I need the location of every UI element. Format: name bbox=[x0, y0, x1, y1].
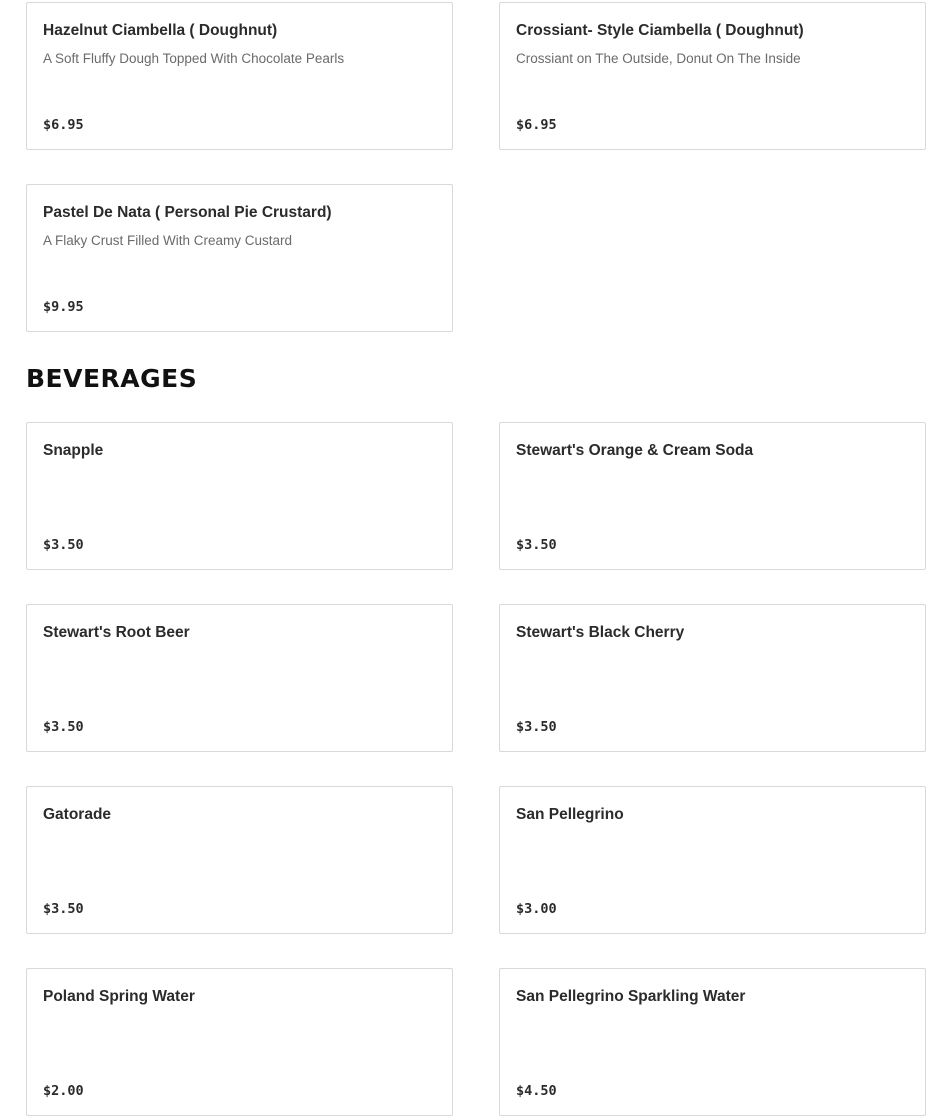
menu-item-name: Stewart's Root Beer bbox=[43, 624, 190, 641]
menu-item-card[interactable] bbox=[499, 604, 926, 752]
menu-item-card[interactable] bbox=[26, 422, 453, 570]
menu-item-card[interactable] bbox=[26, 786, 453, 934]
menu-item-description: Crossiant on The Outside, Donut On The Inside bbox=[516, 51, 801, 66]
menu-item-name: Snapple bbox=[43, 442, 104, 459]
menu-item-card[interactable] bbox=[499, 422, 926, 570]
menu-item-card[interactable] bbox=[499, 2, 926, 150]
menu-item-price: $3.50 bbox=[43, 719, 84, 735]
menu-item-name: Crossiant- Style Ciambella ( Doughnut) bbox=[516, 22, 804, 39]
menu-item-card[interactable] bbox=[26, 968, 453, 1116]
menu-item-name: Stewart's Orange & Cream Soda bbox=[516, 442, 754, 459]
menu-item-card[interactable] bbox=[26, 184, 453, 332]
menu-item-price: $3.50 bbox=[516, 719, 557, 735]
menu-item-name: Hazelnut Ciambella ( Doughnut) bbox=[43, 22, 278, 39]
menu-item-name: Poland Spring Water bbox=[43, 988, 195, 1005]
menu-item-description: A Flaky Crust Filled With Creamy Custard bbox=[43, 233, 293, 248]
menu-item-price: $3.00 bbox=[516, 901, 557, 917]
menu-item-name: Stewart's Black Cherry bbox=[516, 624, 685, 641]
menu-item-price: $6.95 bbox=[43, 117, 84, 133]
menu-item-card[interactable] bbox=[499, 786, 926, 934]
menu-item-price: $3.50 bbox=[516, 537, 557, 553]
menu-item-name: Gatorade bbox=[43, 806, 112, 823]
menu-item-description: A Soft Fluffy Dough Topped With Chocolate Pearls bbox=[43, 51, 345, 66]
menu-item-name: San Pellegrino bbox=[516, 806, 624, 823]
menu-item-price: $4.50 bbox=[516, 1083, 557, 1099]
menu-item-card[interactable] bbox=[26, 604, 453, 752]
menu-item-price: $6.95 bbox=[516, 117, 557, 133]
menu-item-price: $9.95 bbox=[43, 299, 84, 315]
section-title-beverages: BEVERAGES bbox=[26, 364, 198, 393]
menu-item-price: $2.00 bbox=[43, 1083, 84, 1099]
menu-item-card[interactable] bbox=[26, 2, 453, 150]
menu-item-name: Pastel De Nata ( Personal Pie Crustard) bbox=[43, 204, 332, 221]
menu-item-name: San Pellegrino Sparkling Water bbox=[516, 988, 746, 1005]
menu-item-card[interactable] bbox=[499, 968, 926, 1116]
menu-item-price: $3.50 bbox=[43, 901, 84, 917]
menu-item-price: $3.50 bbox=[43, 537, 84, 553]
